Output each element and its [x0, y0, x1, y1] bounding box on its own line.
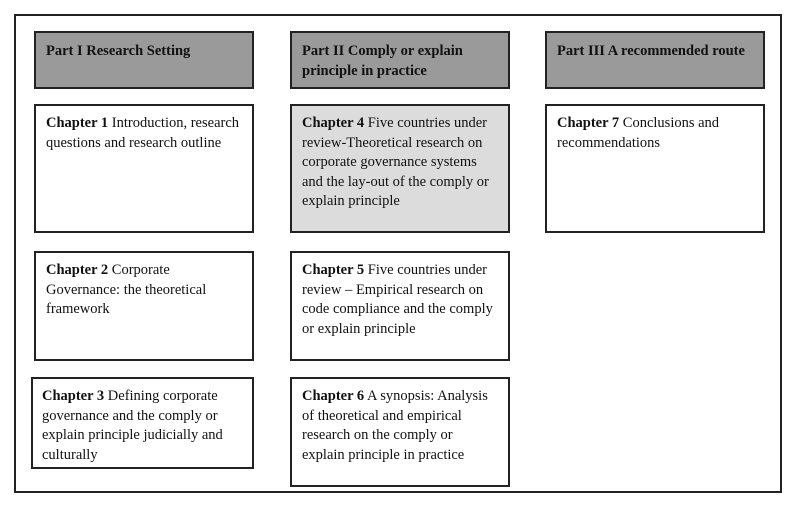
part-3-header-label: Part III A recommended route	[557, 43, 745, 59]
chapter-7-box	[545, 104, 765, 233]
chapter-3-box	[31, 377, 254, 469]
part-1-header	[34, 31, 254, 89]
chapter-1-number: Chapter 1	[46, 115, 109, 131]
chapter-2-box	[34, 251, 254, 361]
chapter-5-number: Chapter 5	[302, 262, 365, 278]
chapter-1-title: Introduction, research questions and research outline	[46, 115, 240, 151]
part-2-header-label: Part II Comply or explain principle in practice	[302, 43, 463, 79]
chapter-4-number: Chapter 4	[302, 115, 365, 131]
chapter-7-number: Chapter 7	[557, 115, 620, 131]
part-1-header-label: Part I Research Setting	[46, 43, 191, 59]
chapter-2-number: Chapter 2	[46, 262, 109, 278]
part-3-header	[545, 31, 765, 89]
chapter-4-title: Five countries under review-Theoretical research on corporate governance systems and the lay-out of the comply or explain principle	[302, 115, 489, 209]
chapter-4-box	[290, 104, 510, 233]
chapter-7-title: Conclusions and recommendations	[557, 115, 720, 151]
chapter-6-box	[290, 377, 510, 487]
chapter-3-number: Chapter 3	[42, 388, 105, 404]
chapter-5-box	[290, 251, 510, 361]
chapter-1-box	[34, 104, 254, 233]
chapter-2-title: Corporate Governance: the theoretical framework	[46, 262, 207, 317]
chapter-3-title: Defining corporate governance and the comply or explain principle judicially and culturally	[42, 388, 223, 463]
chapter-5-title: Five countries under review – Empirical research on code compliance and the comply or explain principle	[302, 262, 493, 337]
chapter-6-number: Chapter 6	[302, 388, 365, 404]
part-2-header	[290, 31, 510, 89]
chapter-6-title: A synopsis: Analysis of theoretical and empirical research on the comply or explain principle in practice	[302, 388, 488, 463]
